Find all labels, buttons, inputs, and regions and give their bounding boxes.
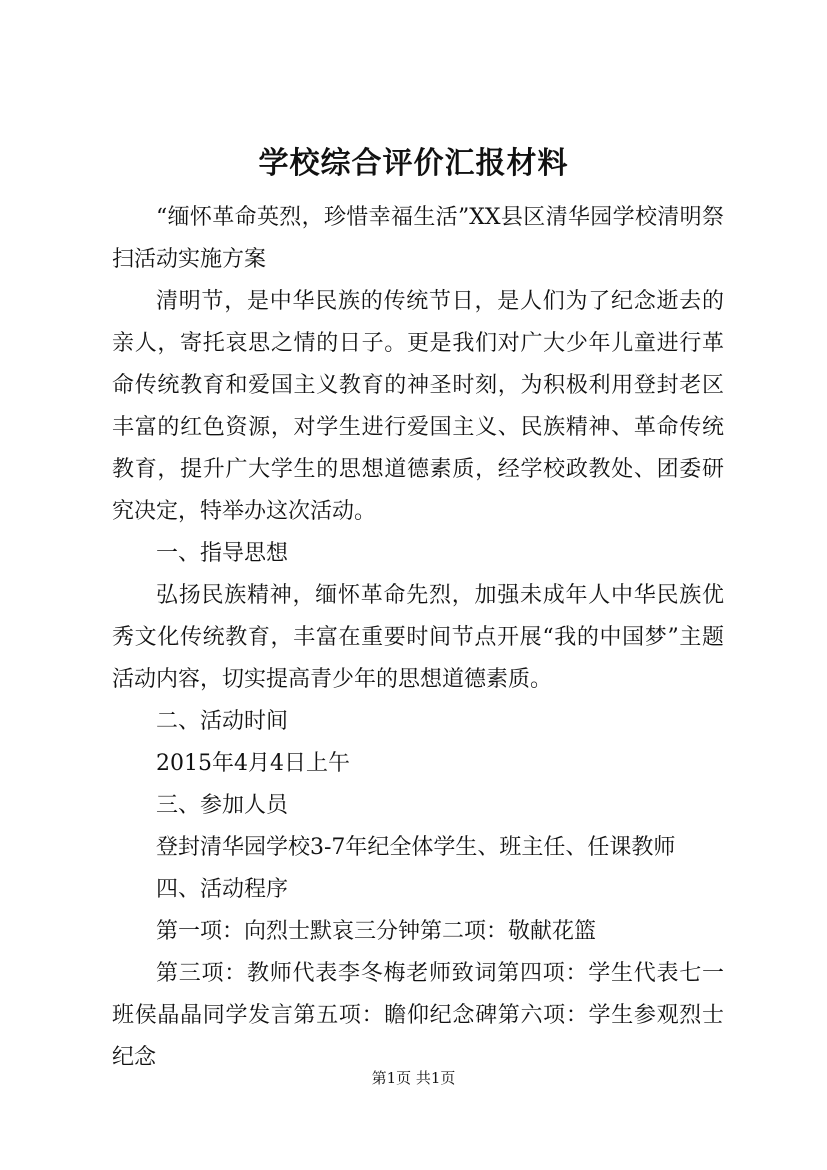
section-heading-procedure: 四、活动程序 xyxy=(156,877,289,902)
section-heading-participants: 三、参加人员 xyxy=(156,793,289,818)
procedure-item-paragraph: 第一项：向烈士默哀三分钟第二项：敬献花篮 xyxy=(156,919,597,944)
participants-paragraph: 登封清华园学校3-7年纪全体学生、班主任、任课教师 xyxy=(156,835,676,860)
section-heading-activity-time: 二、活动时间 xyxy=(156,709,289,734)
document-body xyxy=(112,197,724,1079)
intro-paragraph: 清明节，是中华民族的传统节日，是人们为了纪念逝去的亲人，寄托哀思之情的日子。更是我们对广大少年儿童进行革命传统教育和爱国主义教育的神圣时刻，为积极利用登封老区丰富的红色资源，对学生进行爱国主义、民族精神、革命传统教育，提升广大学生的思想道德素质，经学校政教处、团委研究决定，特举办这次活动。 xyxy=(112,289,724,524)
guiding-thought-paragraph: 弘扬民族精神，缅怀革命先烈，加强未成年人中华民族优秀文化传统教育，丰富在重要时间节点开展“我的中国梦”主题活动内容，切实提高青少年的思想道德素质。 xyxy=(112,583,724,692)
plan-heading-paragraph: “缅怀革命英烈，珍惜幸福生活”XX县区清华园学校清明祭扫活动实施方案 xyxy=(112,205,724,272)
activity-time-paragraph: 2015年4月4日上午 xyxy=(156,751,350,776)
document-title: 学校综合评价汇报材料 xyxy=(258,146,569,181)
procedure-item-paragraph: 第三项：教师代表李冬梅老师致词第四项：学生代表七一班侯晶晶同学发言第五项：瞻仰纪念碑第六项：学生参观烈士纪念 xyxy=(112,961,724,1070)
section-heading-guiding-thought: 一、指导思想 xyxy=(156,541,289,566)
page-number-footer: 第1页 共1页 xyxy=(371,1069,456,1087)
